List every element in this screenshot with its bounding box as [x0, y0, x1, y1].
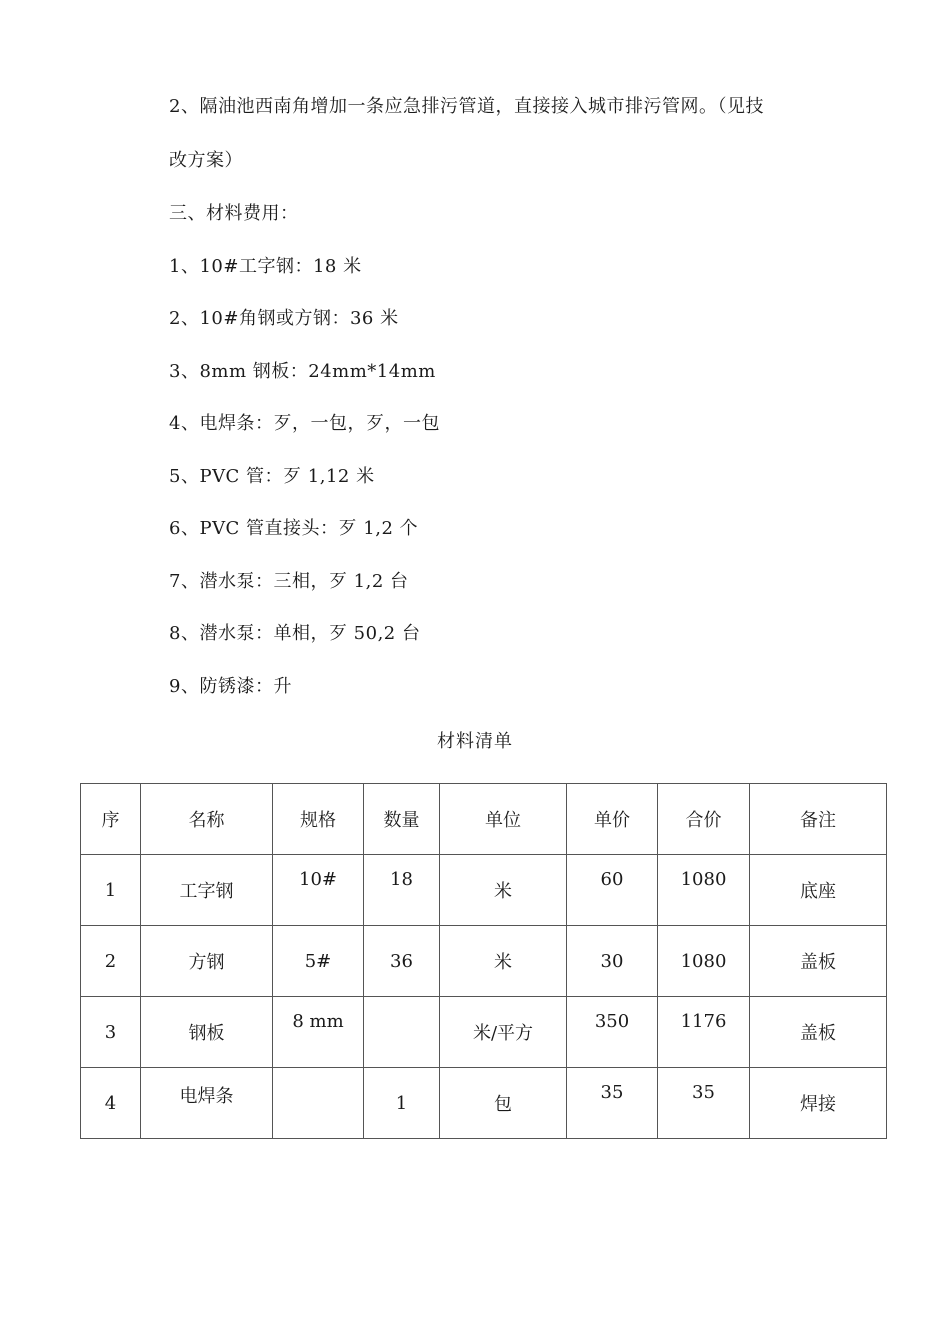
material-item-3: 3、8mm 钢板：24mm*14mm — [169, 361, 436, 382]
cell-name: 钢板 — [141, 997, 273, 1068]
cell-remarks: 盖板 — [750, 997, 887, 1068]
header-name: 名称 — [141, 784, 273, 855]
cell-unit-price: 350 — [567, 997, 658, 1068]
cell-unit: 米/平方 — [440, 997, 567, 1068]
cell-spec: 10# — [273, 855, 364, 926]
cell-unit-price: 60 — [567, 855, 658, 926]
table-row — [81, 926, 887, 997]
cell-spec — [273, 1068, 364, 1139]
cell-index: 1 — [81, 855, 141, 926]
cell-total-price: 1176 — [658, 997, 750, 1068]
section-heading-material-cost: 三、材料费用： — [169, 203, 299, 224]
material-item-5: 5、PVC 管：歹 1,12 米 — [169, 466, 375, 487]
cell-index: 2 — [81, 926, 141, 997]
cell-name: 工字钢 — [141, 855, 273, 926]
cell-total-price: 35 — [658, 1068, 750, 1139]
cell-unit: 米 — [440, 926, 567, 997]
paragraph-emergency-pipe-cont: 改方案） — [169, 150, 243, 171]
paragraph-emergency-pipe: 2、隔油池西南角增加一条应急排污管道，直接接入城市排污管网。（见技 — [169, 96, 764, 117]
header-unit: 单位 — [440, 784, 567, 855]
table-row — [81, 1068, 887, 1139]
cell-quantity — [364, 997, 440, 1068]
material-item-6: 6、PVC 管直接头：歹 1,2 个 — [169, 518, 419, 539]
table-row — [81, 855, 887, 926]
materials-table — [80, 783, 887, 1139]
cell-name: 电焊条 — [141, 1068, 273, 1139]
cell-remarks: 焊接 — [750, 1068, 887, 1139]
cell-unit: 米 — [440, 855, 567, 926]
cell-spec: 8 mm — [273, 997, 364, 1068]
cell-index: 4 — [81, 1068, 141, 1139]
material-item-8: 8、潜水泵：单相，歹 50,2 台 — [169, 623, 421, 644]
cell-unit: 包 — [440, 1068, 567, 1139]
header-index: 序 — [81, 784, 141, 855]
cell-quantity: 36 — [364, 926, 440, 997]
header-remarks: 备注 — [750, 784, 887, 855]
table-title: 材料清单 — [437, 731, 513, 752]
cell-spec: 5# — [273, 926, 364, 997]
cell-unit-price: 30 — [567, 926, 658, 997]
header-quantity: 数量 — [364, 784, 440, 855]
material-item-4: 4、电焊条：歹，一包，歹，一包 — [169, 413, 440, 434]
header-total-price: 合价 — [658, 784, 750, 855]
cell-total-price: 1080 — [658, 926, 750, 997]
material-item-1: 1、10#工字钢：18 米 — [169, 256, 362, 277]
material-item-2: 2、10#角钢或方钢：36 米 — [169, 308, 399, 329]
cell-quantity: 1 — [364, 1068, 440, 1139]
table-header-row — [81, 784, 887, 855]
cell-total-price: 1080 — [658, 855, 750, 926]
header-unit-price: 单价 — [567, 784, 658, 855]
cell-remarks: 底座 — [750, 855, 887, 926]
cell-index: 3 — [81, 997, 141, 1068]
cell-unit-price: 35 — [567, 1068, 658, 1139]
material-item-9: 9、防锈漆：升 — [169, 676, 292, 697]
cell-name: 方钢 — [141, 926, 273, 997]
header-spec: 规格 — [273, 784, 364, 855]
cell-remarks: 盖板 — [750, 926, 887, 997]
table-row — [81, 997, 887, 1068]
cell-quantity: 18 — [364, 855, 440, 926]
material-item-7: 7、潜水泵：三相，歹 1,2 台 — [169, 571, 409, 592]
